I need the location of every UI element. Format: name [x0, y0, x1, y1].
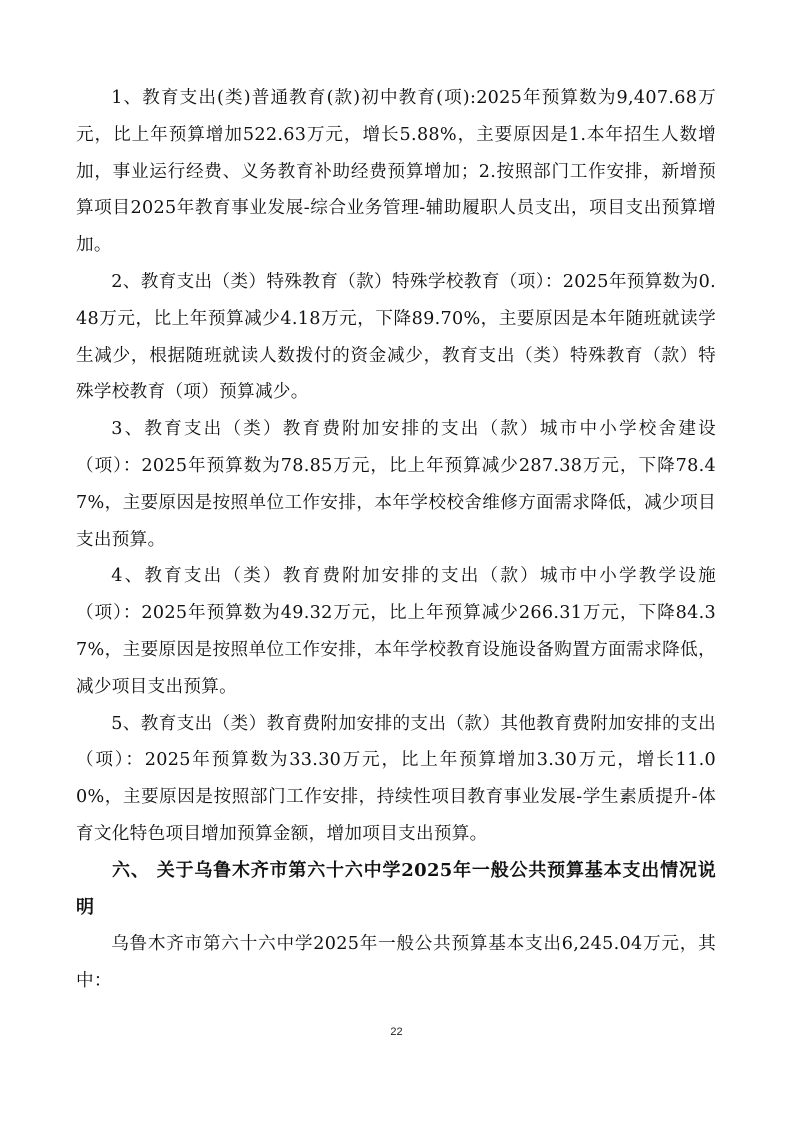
section-heading: 六、 关于乌鲁木齐市第六十六中学2025年一般公共预算基本支出情况说明: [76, 859, 716, 918]
document-body: [76, 80, 716, 1000]
paragraph-item-4: 4、教育支出（类）教育费附加安排的支出（款）城市中小学教学设施（项）：2025年预算数为49.32万元，比上年预算减少266.31万元，下降84.37%，主要原因是按照单位工作安排，本年学校教育设施设备购置方面需求降低，减少项目支出预算。: [76, 566, 716, 697]
paragraph-item-3: 3、教育支出（类）教育费附加安排的支出（款）城市中小学校舍建设（项）：2025年预算数为78.85万元，比上年预算减少287.38万元，下降78.47%，主要原因是按照单位工作安排，本年学校校舍维修方面需求降低，减少项目支出预算。: [76, 419, 716, 550]
paragraph-item-5: 5、教育支出（类）教育费附加安排的支出（款）其他教育费附加安排的支出（项）：2025年预算数为33.30万元，比上年预算增加3.30万元，增长11.00%，主要原因是按照部门工作安排，持续性项目教育事业发展-学生素质提升-体育文化特色项目增加预算金额，增加项目支出预算。: [76, 713, 716, 844]
paragraph-item-2: 2、教育支出（类）特殊教育（款）特殊学校教育（项）：2025年预算数为0.48万元，比上年预算减少4.18万元，下降89.70%，主要原因是本年随班就读学生减少，根据随班就读人数拨付的资金减少，教育支出（类）特殊教育（款）特殊学校教育（项）预算减少。: [76, 271, 716, 403]
closing-paragraph: 乌鲁木齐市第六十六中学2025年一般公共预算基本支出6,245.04万元，其中：: [76, 934, 716, 992]
paragraph-item-1: 1、教育支出(类)普通教育(款)初中教育(项):2025年预算数为9,407.68万元，比上年预算增加522.63万元，增长5.88%，主要原因是1.本年招生人数增加，事业运行经费、义务教育补助经费预算增加；2.按照部门工作安排，新增预算项目2025年教育事业发展-综合业务管理-辅助履职人员支出，项目支出预算增加。: [76, 88, 716, 256]
page-number: 22: [390, 1026, 403, 1038]
